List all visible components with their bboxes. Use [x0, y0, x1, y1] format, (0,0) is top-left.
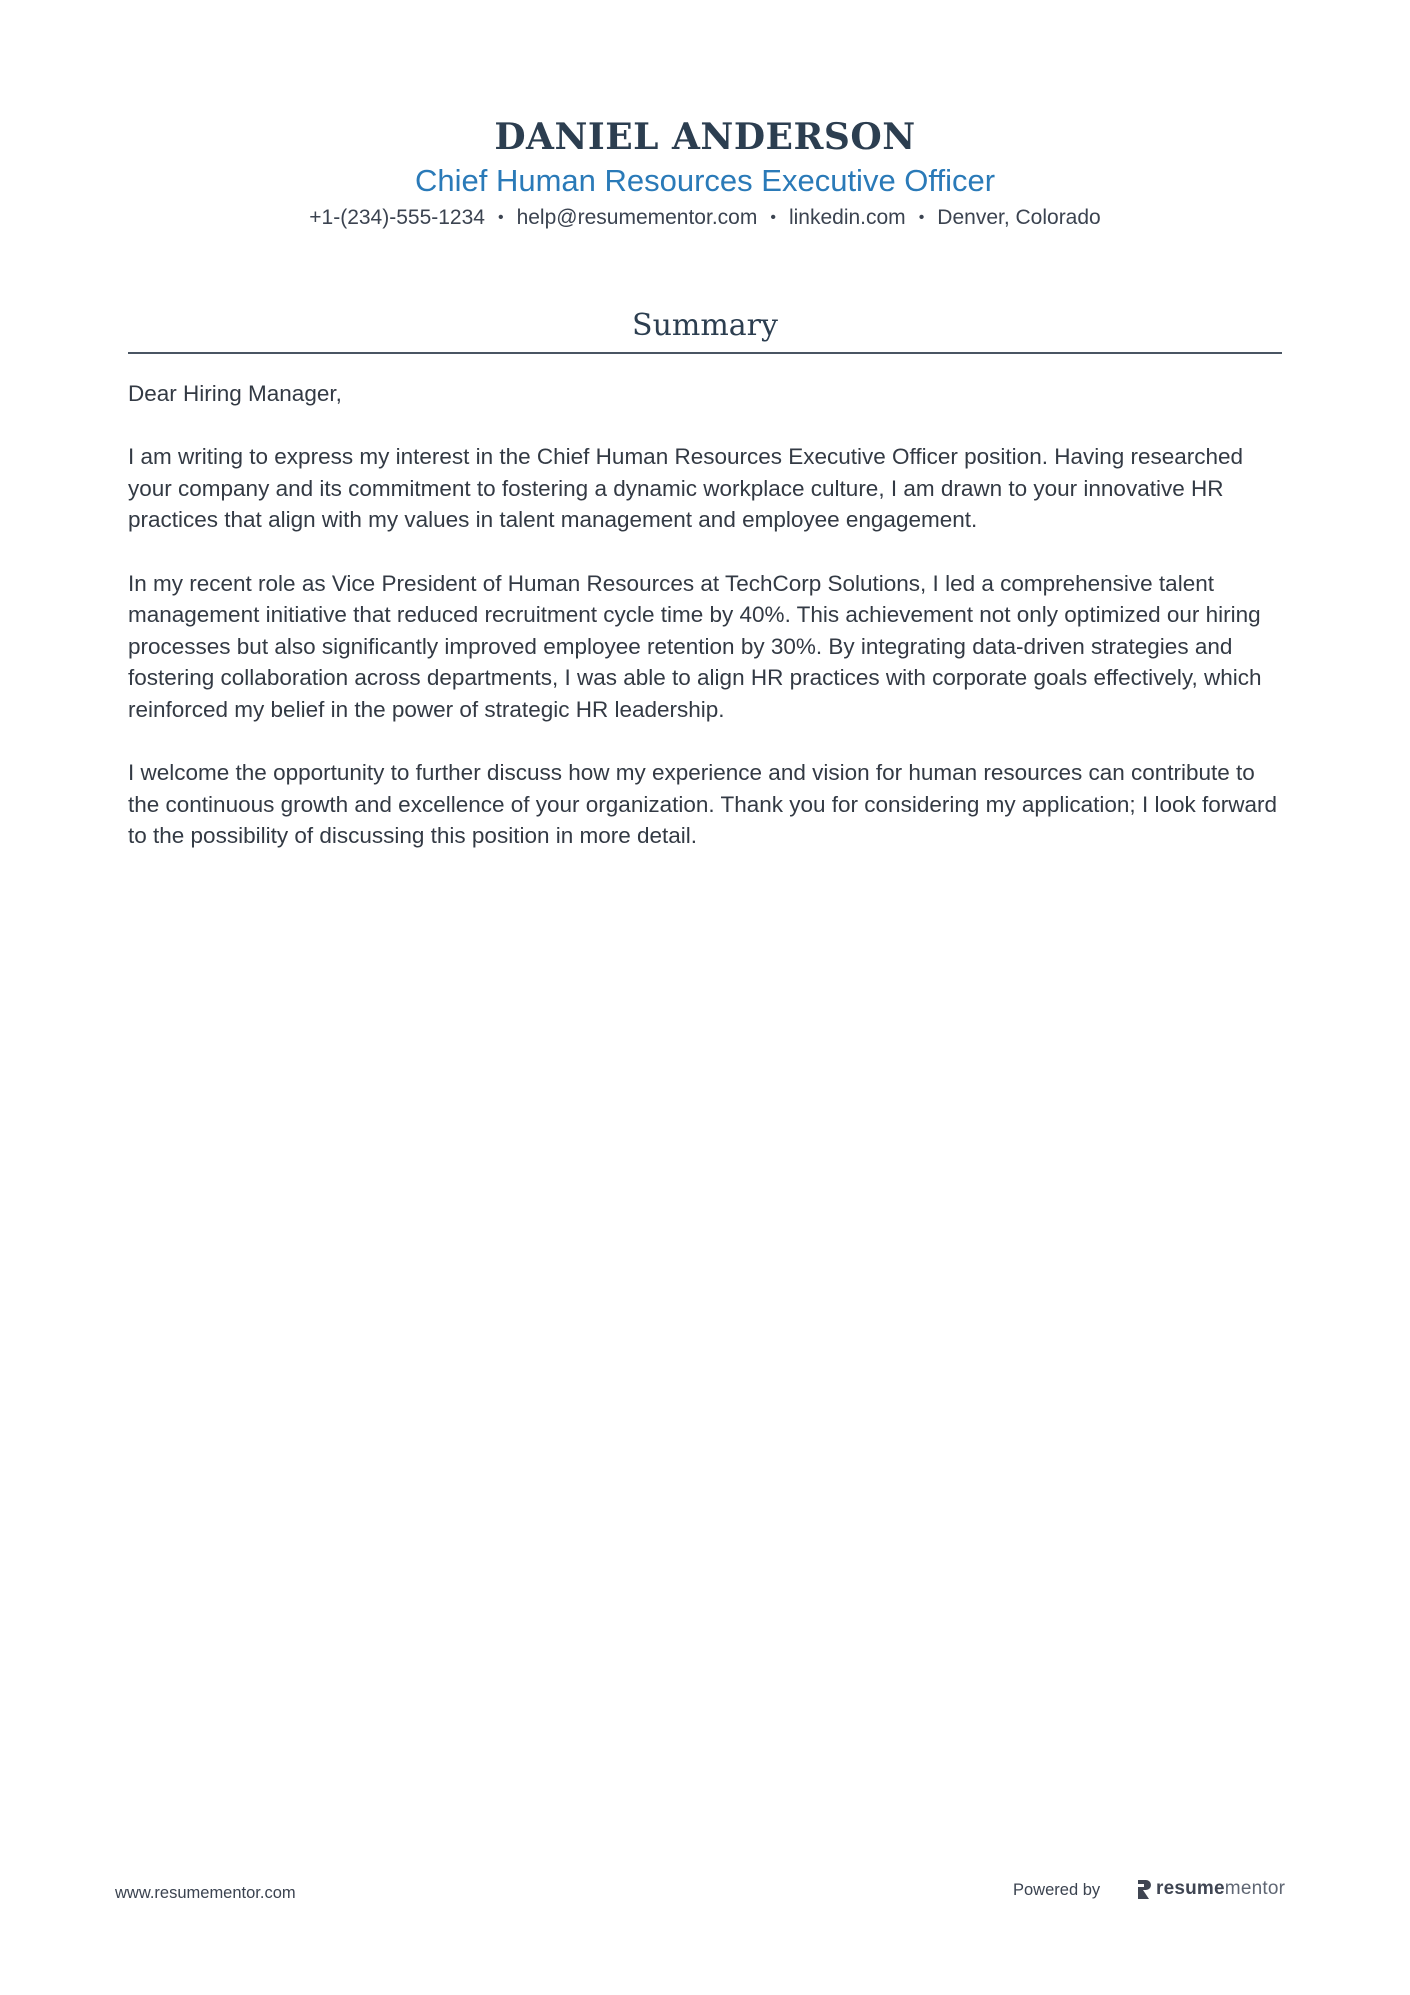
contact-email: help@resumementor.com [516, 206, 758, 229]
contact-website: linkedin.com [788, 206, 906, 229]
resumementor-logo[interactable] [1136, 1877, 1285, 1901]
resumementor-logo-icon [1136, 1879, 1152, 1900]
letter-header [0, 112, 1410, 234]
bullet-separator: • [497, 209, 504, 226]
logo-wordmark-light: mentor [1224, 1878, 1286, 1899]
footer-website-link[interactable]: www.resumementor.com [115, 1884, 296, 1902]
section-divider [128, 352, 1282, 354]
letter-paragraph: In my recent role as Vice President of Human Resources at TechCorp Solutions, I led a comprehensive talent management initiative that reduced recruitment cycle time by 40%. This achievement not only optimized our hiring processes but also significantly improved employee retention by 30%. By integrating data-driven strategies and fostering collaboration across departments, I was able to align HR practices with corporate goals effectively, which reinforced my belief in the power of strategic HR leadership. [128, 570, 1262, 722]
contact-line [0, 204, 1410, 234]
contact-location: Denver, Colorado [937, 206, 1101, 229]
letter-paragraph: I welcome the opportunity to further discuss how my experience and vision for human resources can contribute to the continuous growth and excellence of your organization. Thank you for considering my application; I look forward to the possibility of discussing this position in more detail. [128, 760, 1277, 849]
powered-by-label: Powered by [1013, 1881, 1101, 1899]
bullet-separator: • [770, 209, 776, 226]
contact-phone: +1-(234)-555-1234 [309, 206, 485, 229]
logo-wordmark [1156, 1878, 1285, 1900]
candidate-name: DANIEL ANDERSON [494, 116, 916, 158]
salutation: Dear Hiring Manager, [128, 381, 342, 406]
section-title-summary: Summary [632, 308, 778, 343]
letter-paragraph: I am writing to express my interest in the Chief Human Resources Executive Officer position. Having researched your company and its commitment to fostering a dynamic workplace culture, I am drawn to your innovative HR practices that align with my values in talent management and employee engagement. [128, 444, 1244, 533]
logo-wordmark-bold: resume [1156, 1878, 1225, 1899]
bullet-separator: • [918, 209, 925, 226]
job-title: Chief Human Resources Executive Officer [414, 163, 996, 198]
letter-body [128, 378, 1288, 884]
